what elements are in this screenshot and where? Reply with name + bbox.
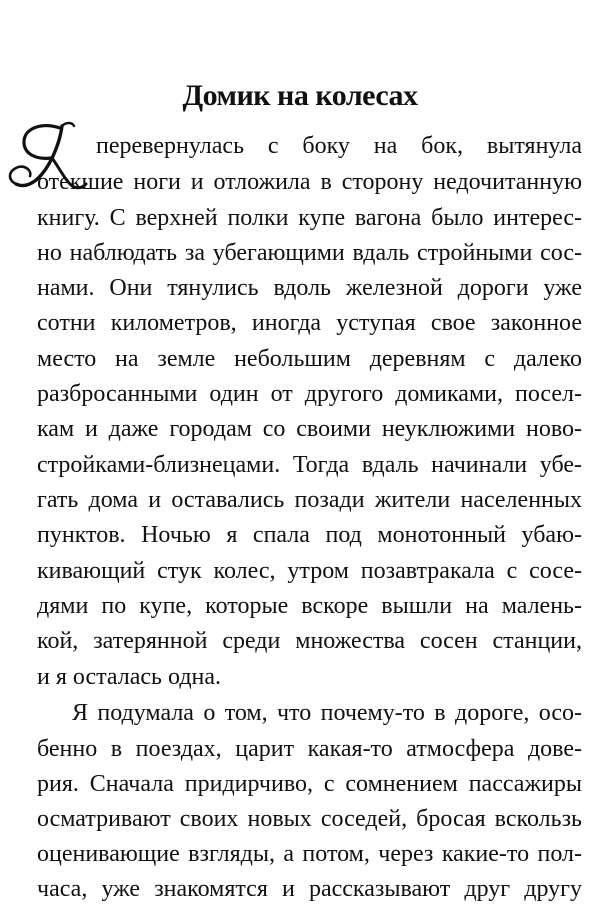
- text-line: сотни километров, иногда уступая свое законное: [37, 310, 582, 336]
- text-line: оценивающие взгляды, а потом, через какие-то пол-: [37, 841, 582, 867]
- text-line: нами. Они тянулись вдоль железной дороги уже: [37, 275, 582, 301]
- text-line: осматривают своих новых соседей, бросая вскользь: [37, 806, 582, 832]
- text-line: стройками-близнецами. Тогда вдаль начинали убе-: [37, 452, 582, 478]
- text-line: кивающий стук колес, утром позавтракала с сосе-: [37, 558, 582, 584]
- text-line: рия. Сначала придирчиво, с сомнением пассажиры: [37, 771, 582, 797]
- text-line: бенно в поездах, царит какая-то атмосфера дове-: [37, 736, 582, 762]
- text-line: кам и даже городам со своими неуклюжими ново-: [37, 416, 582, 442]
- text-line: отекшие ноги и отложила в сторону недочитанную: [37, 169, 582, 195]
- text-line: гать дома и оставались позади жители населенных: [37, 487, 582, 513]
- text-line: перевернулась с боку на бок, вытянула: [96, 133, 582, 159]
- text-line: Я подумала о том, что почему-то в дороге, осо-: [72, 700, 582, 726]
- text-line: пунктов. Ночью я спала под монотонный убаю-: [37, 522, 582, 548]
- text-line: кой, затерянной среди множества сосен станции,: [37, 628, 582, 654]
- text-line: разбросанными один от другого домиками, посел-: [37, 381, 582, 407]
- text-line: книгу. С верхней полки купе вагона было интерес-: [37, 205, 582, 231]
- text-line: часа, уже знакомятся и рассказывают друг другу: [37, 876, 582, 902]
- text-line: и я осталась одна.: [37, 664, 222, 690]
- text-line: место на земле небольшим деревням с далеко: [37, 346, 582, 372]
- text-line: дями по купе, которые вскоре вышли на малень-: [37, 593, 582, 619]
- text-line: но наблюдать за убегающими вдаль стройными сос-: [37, 240, 582, 266]
- chapter-title: Домик на колесах: [182, 79, 418, 112]
